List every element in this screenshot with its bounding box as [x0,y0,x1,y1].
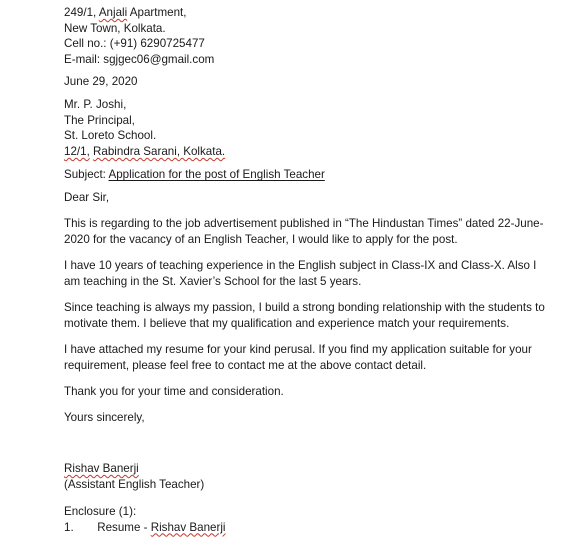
body-paragraph-1: This is regarding to the job advertisement published in “The Hindustan Times” dated 22-June-2020 for the vacancy of an English Teacher, I would like to apply for the post. [64,217,544,246]
body-paragraph-4: I have attached my resume for your kind perusal. If you find my application suitable for your requirement, please feel free to contact me at the above contact detail. [64,343,532,372]
sender-address [64,5,564,67]
enclosure-heading: Enclosure (1): [64,505,137,518]
enclosure-item-name: Rishav Banerji [150,520,226,534]
signature-name: Rishav Banerji [64,462,139,475]
enclosure-item-number: 1. [64,520,74,534]
body-paragraph-3: Since teaching is always my passion, I build a strong bonding relationship with the students to motivate them. I believe that my qualification and experience match your requirements. [64,301,545,330]
body-paragraph-2: I have 10 years of teaching experience in the English subject in Class-IX and Class-X. Also I am teaching in the St. Xavier’s School for the last 5 years. [64,259,537,288]
subject-text: Application for the post of English Teacher [108,168,325,181]
signature-block [64,461,564,492]
subject-label: Subject: [64,168,106,181]
letter-date: June 29, 2020 [64,75,138,88]
recipient-school: St. Loreto School. [64,129,157,143]
recipient-name: Mr. P. Joshi, [64,98,127,111]
subject-line [64,167,564,183]
sender-line-1: 249/1, Anjali Apartment, [64,6,187,19]
recipient-title: The Principal, [64,113,135,127]
recipient-street-name: Rabindra Sarani, Kolkata. [93,144,226,158]
sender-phone: Cell no.: (+91) 6290725477 [64,37,205,51]
sender-building-name: Anjali [98,6,128,19]
recipient-street: 12/1, Rabindra Sarani, Kolkata. [64,144,226,158]
sender-line-2: New Town, Kolkata. [64,21,166,35]
enclosure-block [64,504,564,535]
enclosure-item-prefix: Resume - [97,520,148,534]
sender-email: E-mail: sgjgec06@gmail.com [64,52,215,66]
enclosure-item [64,520,564,536]
body-paragraph-5: Thank you for your time and consideration. [64,385,284,398]
salutation: Dear Sir, [64,191,110,204]
recipient-address [64,97,564,159]
closing: Yours sincerely, [64,411,145,424]
signature-title: (Assistant English Teacher) [64,477,205,491]
